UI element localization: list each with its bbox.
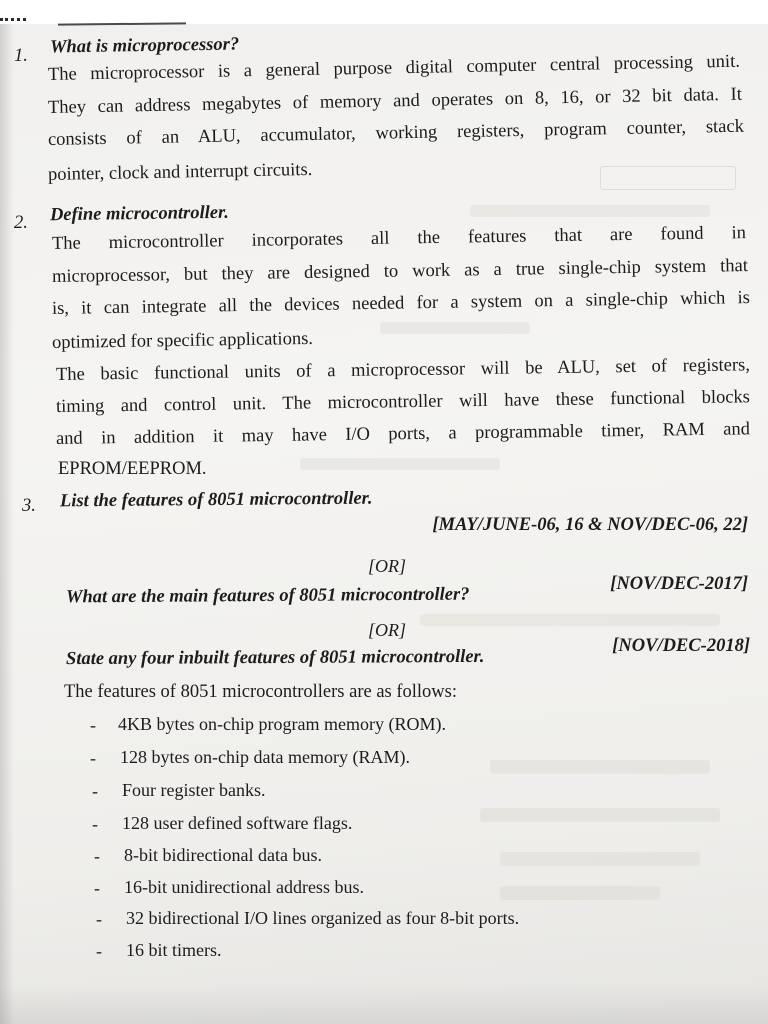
list-item: 8-bit bidirectional data bus. — [124, 845, 322, 865]
list-item: 4KB bytes on-chip program memory (ROM). — [118, 714, 446, 734]
paragraph-line: The microcontroller incorporates all the features that are found in — [51, 223, 747, 254]
paragraph-line: The microprocessor is a general purpose digital computer central processing unit. — [47, 51, 741, 85]
or-separator: [OR] — [368, 620, 407, 640]
bullet-dash: - — [92, 781, 98, 801]
list-item: Four register banks. — [122, 780, 266, 800]
exam-reference: [NOV/DEC-2018] — [612, 636, 750, 656]
paragraph-line: timing and control unit. The microcontroller will have these functional blocks — [55, 387, 751, 417]
show-through-mark — [490, 760, 710, 774]
show-through-mark — [470, 205, 710, 217]
paragraph-line: EPROM/EEPROM. — [58, 459, 207, 479]
alternate-question: State any four inbuilt features of 8051 microcontroller. — [65, 646, 485, 670]
or-separator: [OR] — [368, 556, 407, 576]
paragraph-line: and in addition it may have I/O ports, a programmable timer, RAM and — [55, 419, 751, 449]
show-through-mark — [500, 852, 700, 866]
bullet-dash: - — [94, 846, 100, 866]
paragraph-line: pointer, clock and interrupt circuits. — [47, 159, 313, 185]
bullet-dash: - — [96, 941, 102, 961]
question-heading: Define microcontroller. — [49, 202, 229, 226]
bullet-dash: - — [94, 878, 100, 898]
bullet-dash: - — [90, 748, 96, 768]
show-through-mark — [300, 458, 500, 470]
list-item: 32 bidirectional I/O lines organized as four 8-bit ports. — [126, 908, 520, 928]
show-through-mark — [380, 322, 530, 334]
paragraph-line: consists of an ALU, accumulator, working registers, program counter, stack — [47, 116, 745, 150]
list-item: 128 bytes on-chip data memory (RAM). — [120, 747, 410, 767]
paragraph-line: is, it can integrate all the devices needed for a system on a single-chip which is — [51, 288, 751, 319]
question-number: 1. — [14, 46, 28, 66]
paragraph-line: microprocessor, but they are designed to work as a true single-chip system that — [51, 256, 749, 287]
paragraph-line: They can address megabytes of memory and operates on 8, 16, or 32 bit data. It — [47, 84, 743, 118]
list-intro: The features of 8051 microcontrollers are as follows: — [64, 682, 457, 702]
question-heading: What is microprocessor? — [49, 34, 240, 58]
paragraph-line: optimized for specific applications. — [51, 328, 314, 353]
bullet-dash: - — [92, 814, 98, 834]
top-margin — [0, 0, 768, 24]
show-through-mark — [500, 886, 660, 900]
bullet-dash: - — [90, 715, 96, 735]
question-number: 3. — [22, 496, 36, 516]
show-through-mark — [420, 614, 720, 626]
exam-reference: [NOV/DEC-2017] — [610, 574, 748, 594]
header-rule — [58, 22, 186, 25]
question-heading: List the features of 8051 microcontroller. — [59, 488, 373, 512]
question-number: 2. — [14, 213, 28, 233]
show-through-mark — [480, 808, 720, 822]
bullet-dash: - — [96, 909, 102, 929]
alternate-question: What are the main features of 8051 microcontroller? — [65, 584, 470, 608]
bottom-shadow — [0, 984, 768, 1024]
show-through-mark — [600, 166, 736, 190]
list-item: 128 user defined software flags. — [122, 813, 353, 833]
paragraph-line: The basic functional units of a microprocessor will be ALU, set of registers, — [55, 355, 751, 385]
list-item: 16-bit unidirectional address bus. — [124, 877, 364, 897]
binding-shadow — [0, 24, 14, 1024]
exam-reference: [MAY/JUNE-06, 16 & NOV/DEC-06, 22] — [432, 515, 748, 535]
list-item: 16 bit timers. — [126, 940, 222, 960]
